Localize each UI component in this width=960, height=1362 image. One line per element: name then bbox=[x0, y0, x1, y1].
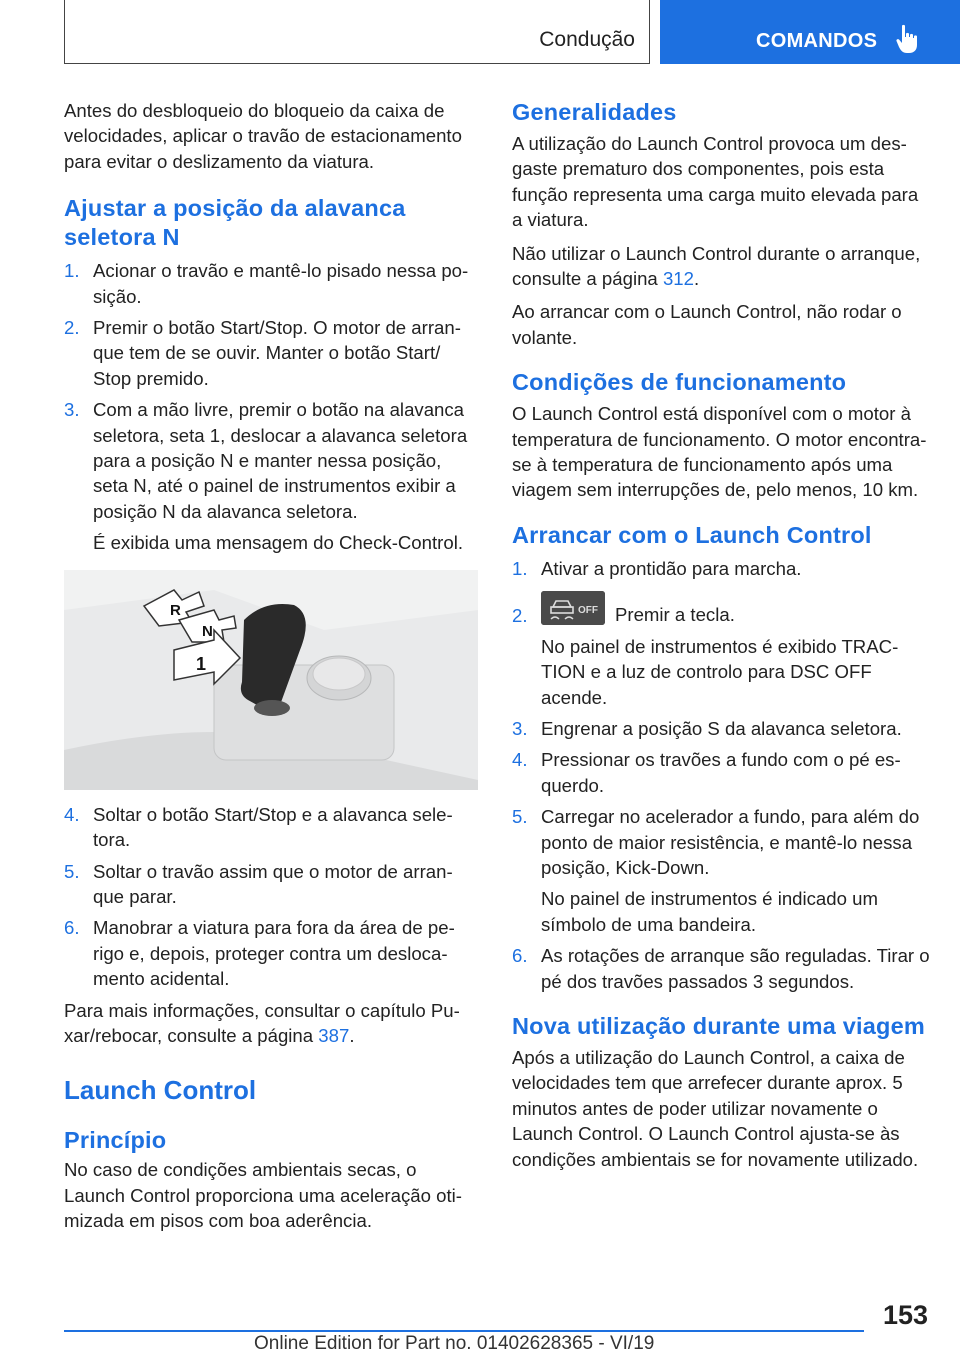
figure-label-r: R bbox=[170, 601, 181, 619]
heading-arrancar: Arrancar com o Launch Control bbox=[512, 521, 872, 548]
chapter-tab[interactable] bbox=[660, 0, 960, 64]
heading-generalidades: Generalidades bbox=[512, 99, 677, 125]
list-item: 4. Soltar o botão Start/Stop e a alavanca seletora. bbox=[64, 803, 453, 851]
generalidades-p1: A utilização do Launch Control provoca um desgaste prematuro dos componentes, pois esta função representa uma carga muito elevada para a viatura. bbox=[512, 133, 919, 231]
list-item: 6. Manobrar a viatura para fora da área de perigo e, depois, proteger contra um deslocamento acidental. bbox=[64, 917, 455, 990]
heading-principio: Princípio bbox=[64, 1127, 167, 1154]
pointing-hand-icon bbox=[896, 24, 922, 54]
steps-selector-n-continued bbox=[64, 802, 476, 992]
list-item: 6. As rotações de arranque são reguladas. Tirar o pé dos travões passados 3 segundos. bbox=[512, 945, 930, 992]
page-link-312[interactable]: 312 bbox=[662, 268, 694, 290]
footer-divider bbox=[64, 1330, 864, 1332]
dsc-off-button-icon bbox=[541, 591, 605, 625]
list-item: 2. OFF Premir a tecla. bbox=[512, 591, 932, 627]
list-item: 1. Ativar a prontidão para marcha. bbox=[512, 557, 802, 579]
svg-text:OFF: OFF bbox=[578, 605, 598, 617]
nova-utilizacao-paragraph: Após a utilização do Launch Control, a caixa de velocidades tem que arrefecer durante aprox. 5 minutos antes de poder utilizar novamente o Launch Control. O Launch Control ajusta-se às condições ambientais se for novamente utilizado. bbox=[512, 1046, 919, 1170]
heading-condicoes: Condições de funcionamento bbox=[512, 369, 847, 396]
list-item: 2. Premir o botão Start/Stop. O motor de arranque tem de se ouvir. Manter o botão Start/ Stop premido. bbox=[64, 317, 461, 389]
gear-selector-illustration bbox=[64, 570, 478, 790]
figure-label-n: N bbox=[202, 622, 213, 640]
step3-note: É exibida uma mensagem do Check-Control. bbox=[93, 532, 463, 554]
intro-paragraph: Antes do desbloqueio do bloqueio da caixa de velocidades, aplicar o travão de estacionamento para evitar o deslizamento da viatura. bbox=[64, 100, 462, 172]
section-tab[interactable] bbox=[64, 0, 650, 64]
chapter-tab-label: COMANDOS bbox=[756, 30, 878, 52]
list-item: 5. Carregar no acelerador a fundo, para além do ponto de maior resistência, e mantê-lo nessa posição, Kick-Down. bbox=[512, 806, 920, 878]
steps-launch-control bbox=[512, 556, 932, 628]
steps-launch-control-continued bbox=[512, 716, 932, 880]
heading-launch-control: Launch Control bbox=[64, 1075, 257, 1106]
right-column bbox=[512, 98, 932, 1180]
section-tab-label: Condução bbox=[539, 28, 635, 51]
heading-nova-utilizacao: Nova utilização durante uma viagem bbox=[512, 1012, 925, 1039]
list-item: 4. Pressionar os travões a fundo com o pé esquerdo. bbox=[512, 749, 901, 796]
more-info-paragraph: Para mais informações, consultar o capítulo Puxar/rebocar, consulte a página 387. bbox=[64, 999, 460, 1046]
footer-edition: Online Edition for Part no. 01402628365 - VI/19 bbox=[254, 1333, 655, 1354]
generalidades-p2: Não utilizar o Launch Control durante o arranque, consulte a página 312. bbox=[512, 242, 921, 290]
figure-label-1: 1 bbox=[196, 653, 207, 674]
list-item: 3. Com a mão livre, premir o botão na alavanca seletora, seta 1, deslocar a alavanca seletora para a posição N e manter nessa posição, seta N, até o painel de instrumentos exibir a posição N da alavanca seletora. bbox=[64, 399, 468, 522]
page-number: 153 bbox=[882, 1300, 928, 1330]
condicoes-paragraph: O Launch Control está disponível com o motor à temperatura de funcionamento. O motor encontra-se à temperatura de funcionamento após uma viagem sem interrupções de, pelo menos, 10 km. bbox=[512, 403, 927, 501]
step2-note: No painel de instrumentos é exibido TRACTION e a luz de controlo para DSC OFF acende. bbox=[541, 635, 899, 708]
gear-selector-drawing bbox=[64, 570, 478, 790]
page-link-387[interactable]: 387 bbox=[318, 1024, 350, 1046]
list-item: 1. Acionar o travão e mantê-lo pisado nessa posição. bbox=[64, 260, 469, 307]
list-item: 5. Soltar o travão assim que o motor de arranque parar. bbox=[64, 860, 453, 907]
list-item: 3. Engrenar a posição S da alavanca seletora. bbox=[512, 717, 902, 739]
steps-launch-control-final bbox=[512, 943, 932, 994]
steps-selector-n bbox=[64, 258, 476, 524]
left-column bbox=[64, 98, 476, 1242]
generalidades-p3: Ao arrancar com o Launch Control, não rodar o volante. bbox=[512, 301, 902, 348]
heading-selector-n: Ajustar a posição da alavanca seletora N bbox=[64, 195, 406, 251]
step5-note: No painel de instrumentos é indicado um símbolo de uma bandeira. bbox=[541, 888, 878, 935]
principio-paragraph: No caso de condições ambientais secas, o Launch Control proporciona uma aceleração otimizada em pisos com boa aderência. bbox=[64, 1159, 462, 1232]
